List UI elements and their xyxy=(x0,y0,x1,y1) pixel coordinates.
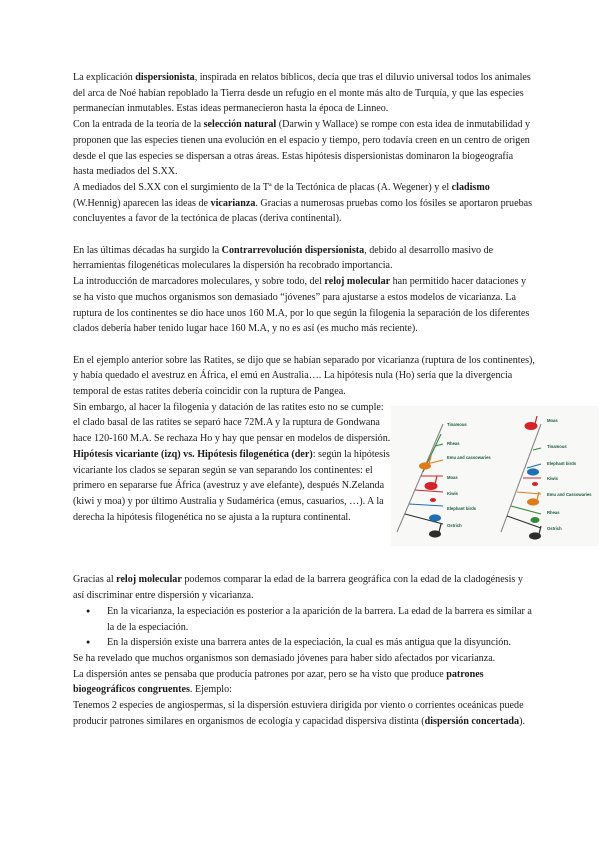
paragraph-molecular-clock-comparison: Gracias al reloj molecular podemos comparar la edad de la barrera geográfica con la edad de la cladogénesis y así discriminar entre dispersión y vicarianza. xyxy=(73,574,523,602)
label-left-tinamous: Tinamous xyxy=(447,421,467,427)
phylogeny-trees-svg xyxy=(391,406,599,546)
paragraph-concerted-dispersal: Tenemos 2 especies de angiospermas, si la dispersión estuviera dirigida por viento o corrientes oceánicas puede producir patrones similares en organismos de ecología y capacidad dispersiva distinta (dispersión concertada). xyxy=(73,700,525,727)
ratites-phylogeny-figure xyxy=(391,406,599,546)
right-branch-rheas xyxy=(511,506,541,514)
list-item: ● En la dispersión existe una barrera antes de la especiación, la cual es más antigua que la disyunción. xyxy=(107,635,535,651)
bullet-list xyxy=(73,604,535,651)
branch-madagascar xyxy=(409,504,443,506)
label-left-kiwis: Kiwis xyxy=(447,490,458,496)
right-moa-neck-icon xyxy=(535,416,537,424)
term-vicarianza: vicarianza xyxy=(210,197,256,209)
term-hipotesis: Hipótesis vicariante (izq) vs. Hipótesis filogenética (der) xyxy=(73,448,313,460)
term-dispersionista: dispersionista xyxy=(135,72,195,83)
list-item: ● En la vicarianza, la especiación es posterior a la aparición de la barrera. La edad de la barrera es similar a la de la especiación. xyxy=(107,604,535,635)
figure-section xyxy=(73,400,592,557)
term-dispersion-concertada: dispersión concertada xyxy=(424,715,520,727)
label-left-elephant-birds: Elephant birds xyxy=(447,505,477,511)
paragraph-ratites-example: En el ejemplo anterior sobre las Ratites, se dijo que se habían separado por vicarianza (ruptura de los continentes), y había quedado el avestruz en África, el emú en Australia…. La hipótesis nula (Ho) sería que la divergencia temporal de estas ratites debería coincidir con la ruptura de Pangea. xyxy=(73,354,535,398)
label-left-ostrich: Ostrich xyxy=(447,522,462,528)
label-left-emu: Emu and cassowaries xyxy=(447,454,491,460)
right-rhea-icon xyxy=(531,517,540,523)
label-right-moas: Moas xyxy=(547,417,558,423)
moa-neck-icon xyxy=(435,476,437,484)
term-contrarrevolucion: Contrarrevolución dispersionista xyxy=(221,244,365,256)
kiwi-icon xyxy=(430,498,436,502)
term-cladismo: cladismo xyxy=(451,181,490,193)
right-branch-emu xyxy=(517,492,541,494)
right-branch-tinamous xyxy=(533,448,541,450)
paragraph-plate-tectonics: A mediados del S.XX con el surgimiento de la Tª de la Tectónica de placas (A. Wegener) y el cladismo (W.Hennig) aparecen las ideas de vicarianza. Gracias a numerosas pruebas como los fósiles se aportaron pruebas concluyentes a favor de la tectónica de placas (deriva continental). xyxy=(73,181,533,225)
term-patrones-congruentes: patrones biogeográficos congruentes xyxy=(73,668,484,696)
term-seleccion-natural: selección natural xyxy=(203,119,277,131)
label-left-rheas: Rheas xyxy=(447,440,460,446)
term-reloj-molecular-2: reloj molecular xyxy=(116,574,182,586)
branch-nz-kiwi xyxy=(415,490,443,492)
document-page xyxy=(73,70,592,729)
paragraph-congruent-patterns: La dispersión antes se pensaba que producía patrones por azar, pero se ha visto que produce patrones biogeográficos congruentes. Ejemplo: xyxy=(73,668,484,696)
label-right-elephant-birds: Elephant birds xyxy=(547,460,577,466)
label-right-ostrich: Ostrich xyxy=(547,525,562,531)
elephant-bird-icon xyxy=(429,514,441,521)
paragraph-counter-revolution: En las últimas décadas ha surgido la Contrarrevolución dispersionista, debido al desarrollo masivo de herramientas filogenéticas moleculares la dispersión ha recobrado importancia. xyxy=(73,244,494,272)
figure-side-text xyxy=(73,400,391,526)
label-left-moas: Moas xyxy=(447,474,458,480)
paragraph-ratites-dating: Sin embargo, al hacer la filogenia y datación de las ratites esto no se cumple: el clado basal de las ratites se separó hace 72M.A y la ruptura de Gondwana hace 120-160 M.A. Se rechaza Ho y hay que pensar en modelos de dispersión. xyxy=(73,401,391,445)
label-right-kiwis: Kiwis xyxy=(547,475,558,481)
right-branch-elephant-birds xyxy=(527,464,541,468)
paragraph-hypotheses: Hipótesis vicariante (izq) vs. Hipótesis filogenética (der): según la hipótesis vicariante los clados se separan según se van separando los continentes: el primero en separarse fue África (avestruz y ave elefante), después N.Zelanda (kiwi y moa) y por último Australia y Sudamérica (emus, casuarios, …). A la derecha la hipótesis filogenética no se ajusta a la ruptura continental. xyxy=(73,448,390,523)
ostrich-neck-icon xyxy=(439,524,441,532)
right-elephant-bird-icon xyxy=(527,468,539,475)
paragraph-natural-selection: Con la entrada de la teoría de la selección natural (Darwin y Wallace) se rompe con esta idea de inmutabilidad y proponen que las especies tienen una evolución en el espacio y tiempo, pero todavía creen en un centro de origen desde el que las especies se dispersan a otras áreas. Estas hipótesis dispersionistas dominaron la biogeografía hasta mediados del S.XX. xyxy=(73,119,530,178)
left-bird-icons xyxy=(419,456,441,538)
phylogenetic-tree xyxy=(501,424,541,532)
term-reloj-molecular: reloj molecular xyxy=(324,276,391,288)
paragraph-young-organisms: Se ha revelado que muchos organismos son demasiado jóvenes para haber sido afectados por vicarianza. xyxy=(73,652,496,664)
paragraph-dispersionist-explanation: La explicación dispersionista, inspirada en relatos bíblicos, decía que tras el diluvio universal todos los animales del arca de Noé habían repoblado la Tierra desde un refugio en el monte más alto de Turquía, y que las especies permanecían inmutables. Estas ideas permanecieron hasta la época de Linneo. xyxy=(73,72,531,115)
label-right-emu: Emu and Cassowaries xyxy=(547,491,592,497)
label-right-tinamous: Tinamous xyxy=(547,443,567,449)
label-right-rheas: Rheas xyxy=(547,509,560,515)
paragraph-molecular-clock: La introducción de marcadores moleculares, y sobre todo, del reloj molecular han permitido hacer dataciones y se ha visto que muchos organismos son demasiado “jóvenes” para ajustarse a estos modelos de vicarianza. La ruptura de los continentes se dio hace unos 160 M.A, por lo que según la filogenia la separación de los diferentes clados debería haber tenido lugar hace 160 M.A, y no es así (es mucho más reciente). xyxy=(73,276,530,335)
right-kiwi-icon xyxy=(532,482,538,486)
